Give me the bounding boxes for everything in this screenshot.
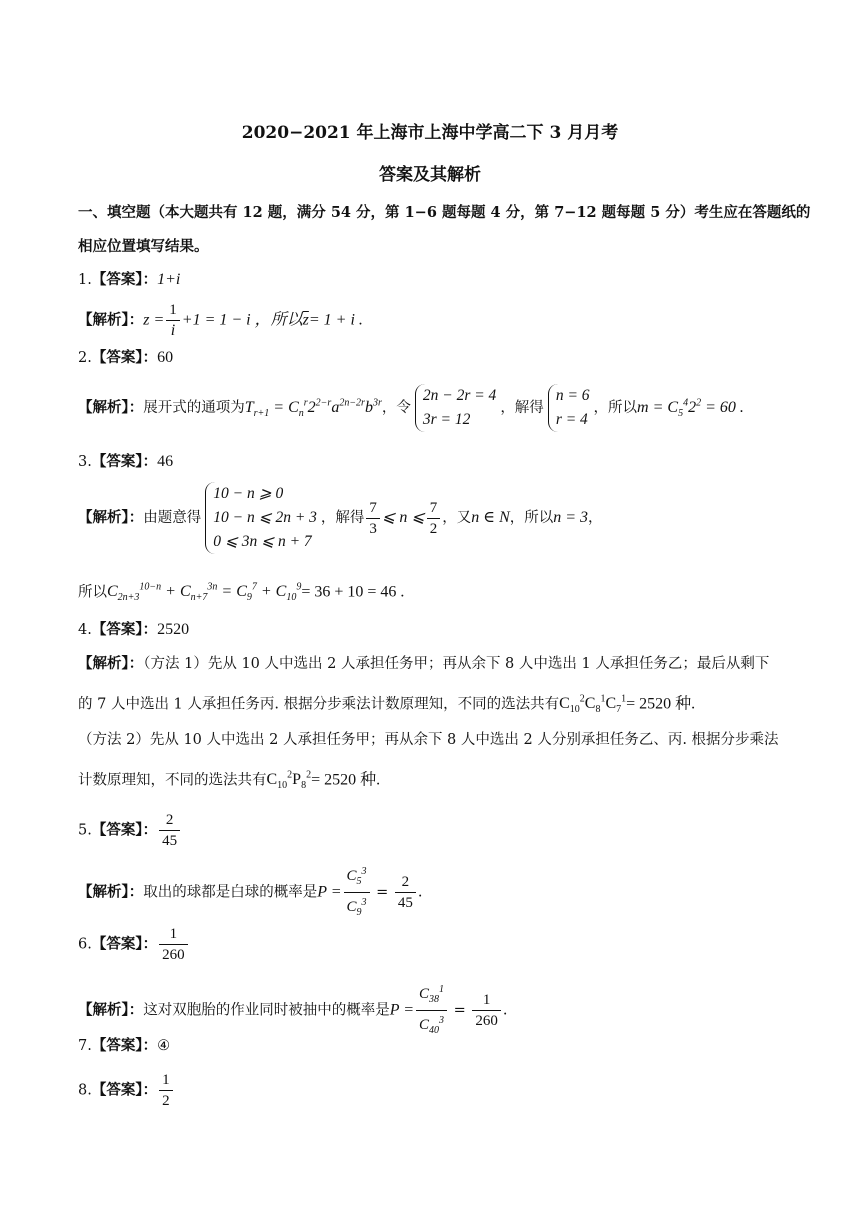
q3-eq: 10 − n ⩾ 0 [213, 485, 284, 502]
q5-result-fraction [395, 872, 416, 913]
q5-answer-numerator: 2 [159, 810, 180, 831]
q2-system-1 [415, 384, 496, 432]
q4-text: = 2520 种. [626, 695, 696, 713]
q7-answer-label: 【答案】： [91, 1037, 158, 1054]
q5-text: 取出的球都是白球的概率是 [143, 884, 318, 901]
q3-result: = 36 + 10 = 46 . [301, 583, 405, 601]
q3-text: 所以 [78, 584, 107, 601]
q1-fraction: $\frac{1}{i}$ [166, 300, 180, 341]
q1-answer-label: 【答案】： [91, 271, 158, 288]
q6-number: 6. [78, 936, 92, 953]
q4-method2-expr: $C_{10}^2P_8^2$ [266, 770, 312, 792]
q3-text: 由题意得 [143, 510, 202, 526]
q3-eq: 10 − n ⩽ 2n + 3 [213, 509, 317, 526]
q2-answer [78, 348, 173, 368]
q4-analysis-line-2 [78, 690, 695, 721]
q3-answer-label: 【答案】： [91, 453, 158, 470]
q4-analysis-line-4 [78, 766, 380, 797]
q3-eq: 0 ⩽ 3n ⩽ n + 7 [213, 533, 312, 550]
q3-analysis: 【解析】：由题意得 10 − n ⩾ 0 10 − n ⩽ 2n + 3 0 ⩽ 3n ⩽ n + 7 ，解得 $\frac{7}{3}$ ⩽ n ⩽ $\frac{7}{2}$ ，又n ∈ N，所以n = 3， [78, 482, 603, 554]
q4-number: 4. [78, 622, 92, 638]
q2-text: 展开式的通项为 [143, 400, 245, 416]
q6-answer [78, 924, 190, 965]
q3-text: ，解得 [320, 510, 365, 526]
q8-answer-fraction [159, 1070, 173, 1111]
document-title: 2020−2021 年上海市上海中学高二下 3 月月考 [241, 123, 619, 143]
q7-answer [78, 1036, 170, 1056]
q5-analysis-label: 【解析】： [78, 883, 144, 901]
q3-solution: n = 3 [553, 509, 589, 526]
q3-fraction-left: $\frac{7}{3}$ [366, 498, 380, 539]
q3-combination-expr: $C_{2n+3}^{10-n} + C_{n+7}^{3n} = C_9^7 + C_{10}^9$ [107, 582, 302, 604]
q4-text: = 2520 种. [311, 771, 381, 789]
q5-combination-fraction: $\frac{C_5^3}{C_9^3}$ [344, 862, 370, 923]
q3-text: ，所以 [509, 510, 554, 526]
q6-result-numerator: 1 [472, 990, 501, 1011]
q2-general-term: $T_{r+1} = C_n^r2^{2-r}a^{2n-2r}b^{3r}$ [244, 397, 382, 420]
q4-analysis-line-3 [78, 730, 779, 750]
q7-answer-value: ④ [157, 1038, 171, 1054]
q2-text: ，所以 [593, 400, 638, 416]
q6-answer-numerator: 1 [159, 924, 188, 945]
q5-probability-symbol: P = [317, 883, 342, 901]
q5-result-numerator: 2 [395, 872, 416, 893]
q3-number: 3. [78, 454, 92, 470]
q4-method1-expr: $C_{10}^2C_8^1C_7^1$ [559, 694, 627, 716]
q2-number: 2. [78, 350, 92, 366]
q3-analysis-line-2 [78, 578, 404, 609]
q8-answer-label: 【答案】： [91, 1081, 158, 1099]
q2-eq: 3r = 12 [422, 411, 471, 428]
q6-result-denominator: 260 [475, 1013, 498, 1029]
q8-number: 8. [78, 1082, 92, 1099]
q8-answer [78, 1070, 175, 1111]
q4-text: （方法 2）先从 10 人中选出 2 人承担任务甲；再从余下 8 人中选出 2 人分别承担任务乙、丙. 根据分步乘法 [78, 732, 779, 748]
section-heading-line-1: 一、填空题（本大题共有 12 题，满分 54 分，第 1−6 题每题 4 分，第 7−12 题每题 5 分）考生应在答题纸的 [78, 204, 811, 221]
q8-answer-denominator: 2 [162, 1093, 170, 1109]
q4-analysis-label: 【解析】： [78, 655, 144, 672]
q2-analysis [78, 384, 744, 432]
q3-answer [78, 452, 173, 472]
q1-expr-part: +1 = 1 − i ，所以 [181, 311, 303, 329]
q6-text: 这对双胞胎的作业同时被抽中的概率是 [143, 1002, 390, 1019]
q4-answer-value: 2520 [157, 621, 190, 638]
q3-text: ，又 [442, 510, 472, 526]
q6-analysis: 【解析】：这对双胞胎的作业同时被抽中的概率是P = $\frac{C_{38}^1}{C_{40}^3}$ = $\frac{1}{260}$ . [78, 980, 508, 1041]
q6-answer-fraction [159, 924, 188, 965]
q4-answer [78, 620, 189, 640]
q5-answer-fraction [159, 810, 180, 851]
q2-result: $m = C_5^42^2 = 60$ . [637, 397, 744, 420]
q6-answer-label: 【答案】： [91, 935, 158, 953]
q6-combination-fraction: $\frac{C_{38}^1}{C_{40}^3}$ [416, 980, 447, 1041]
q4-analysis-line-1 [78, 654, 769, 674]
q2-analysis-label: 【解析】： [78, 399, 144, 416]
q2-eq: n = 6 [555, 387, 590, 404]
q2-text: ，令 [381, 400, 411, 416]
q3-inequality: ⩽ n ⩽ [381, 509, 425, 526]
q4-text: （方法 1）先从 10 人中选出 2 人承担任务甲；再从余下 8 人中选出 1 人承担任务乙；最后从剩下 [143, 656, 770, 672]
q6-result-fraction [472, 990, 501, 1031]
q5-answer-denominator: 45 [162, 833, 178, 849]
q3-fraction-right: $\frac{7}{2}$ [427, 498, 441, 539]
q8-answer-numerator: 1 [159, 1070, 173, 1091]
q3-domain: n ∈ N [471, 509, 510, 526]
q4-text: 的 7 人中选出 1 人承担任务丙. 根据分步乘法计数原理知，不同的选法共有 [78, 696, 560, 713]
q1-analysis-label: 【解析】： [78, 311, 144, 329]
q5-result-denominator: 45 [397, 895, 413, 911]
q2-answer-label: 【答案】： [91, 349, 158, 366]
q3-answer-value: 46 [157, 453, 174, 470]
q4-text: 计数原理知，不同的选法共有 [78, 772, 267, 789]
q6-probability-symbol: P = [389, 1001, 415, 1019]
q6-analysis-label: 【解析】： [78, 1001, 144, 1019]
q5-answer-label: 【答案】： [91, 821, 158, 839]
q2-eq: 2n − 2r = 4 [422, 387, 497, 404]
q4-answer-label: 【答案】： [91, 621, 158, 638]
q1-analysis [78, 300, 363, 341]
q3-analysis-label: 【解析】： [78, 509, 144, 526]
q7-number: 7. [78, 1038, 92, 1054]
q5-analysis: 【解析】：取出的球都是白球的概率是P = $\frac{C_5^3}{C_9^3}$ = $\frac{2}{45}$ . [78, 862, 423, 923]
q2-text: ，解得 [500, 400, 544, 416]
q1-expr-part: = 1 + i . [308, 311, 363, 329]
q2-eq: r = 4 [555, 411, 588, 428]
q1-number: 1. [78, 272, 92, 288]
q5-number: 5. [78, 822, 92, 839]
q2-system-2 [548, 384, 590, 432]
q5-answer [78, 810, 182, 851]
q6-answer-denominator: 260 [162, 947, 185, 963]
q1-conjugate: $\overline{z}$ [302, 311, 309, 329]
q3-system [205, 482, 317, 554]
q1-answer [78, 270, 180, 290]
q1-expr-part: z = [143, 311, 165, 329]
q2-answer-value: 60 [157, 349, 174, 366]
document-subtitle: 答案及其解析 [379, 165, 481, 185]
section-heading-line-2: 相应位置填写结果。 [78, 238, 209, 255]
q1-answer-value: 1+i [157, 271, 181, 288]
